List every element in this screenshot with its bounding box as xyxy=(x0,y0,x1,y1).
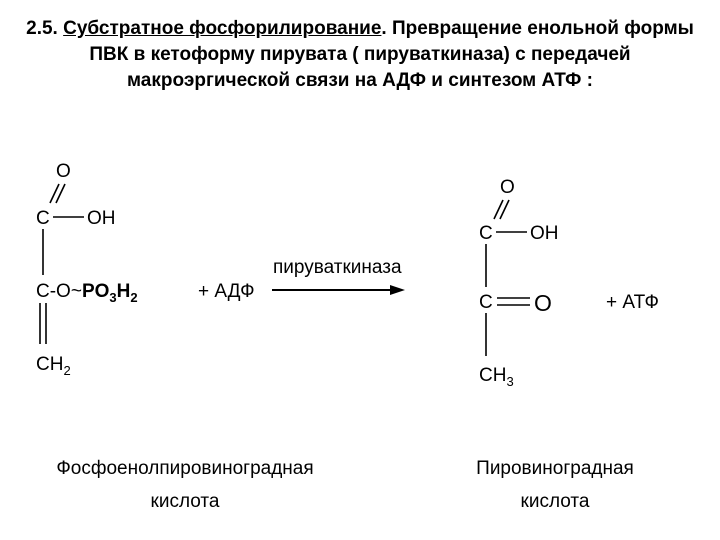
reactant-caption-line1: Фосфоенолпировиноградная xyxy=(56,458,314,479)
title-prefix: 2.5. xyxy=(26,18,64,39)
reactant-ch2-sub: 2 xyxy=(63,363,71,378)
reaction-arrow xyxy=(272,257,405,295)
product-carboxyl-carbon: C xyxy=(479,223,493,244)
reactant-phospho-group: PO xyxy=(81,281,110,302)
reactant-ch2-main: CH xyxy=(36,354,64,375)
reactant-phospho-prefix: C-O~ xyxy=(36,281,82,302)
reactant-phospho-sub3: 3 xyxy=(109,290,117,305)
reactant-hydroxyl: OH xyxy=(87,208,116,229)
reactant-caption xyxy=(0,452,370,518)
product-keto-oxygen: O xyxy=(534,290,552,316)
reactant-structure xyxy=(36,161,138,378)
reactant-top-oxygen: O xyxy=(56,161,71,182)
product-caption xyxy=(430,452,680,518)
product-structure xyxy=(479,177,559,389)
product-caption-line2: кислота xyxy=(520,491,590,512)
reactant-phospho-sub2: 2 xyxy=(130,290,138,305)
product-caption-line1: Пировиноградная xyxy=(476,458,634,479)
cofactor-in: + АДФ xyxy=(198,281,255,302)
enzyme-label: пируваткиназа xyxy=(273,257,402,278)
reactant-caption-line2: кислота xyxy=(150,491,220,512)
reactant-phospho-line xyxy=(36,281,138,305)
product-ch3 xyxy=(479,365,514,389)
cofactor-out: + АТФ xyxy=(606,292,659,313)
product-ch3-main: CH xyxy=(479,365,507,386)
arrow-head xyxy=(390,285,405,295)
title-rest: . Превращение енольной формы ПВК в кетоформу пирувата ( пируваткиназа) с передачей макроэргической связи на АДФ и синтезом АТФ : xyxy=(89,18,694,91)
product-keto-carbon: C xyxy=(479,292,493,313)
product-ch3-sub: 3 xyxy=(506,374,514,389)
title-underlined: Субстратное фосфорилирование xyxy=(63,18,382,39)
product-hydroxyl: OH xyxy=(530,223,559,244)
reactant-phospho-h: H xyxy=(116,281,131,302)
product-top-oxygen: O xyxy=(500,177,515,198)
reactant-ch2 xyxy=(36,354,71,378)
reactant-carboxyl-carbon: C xyxy=(36,208,50,229)
